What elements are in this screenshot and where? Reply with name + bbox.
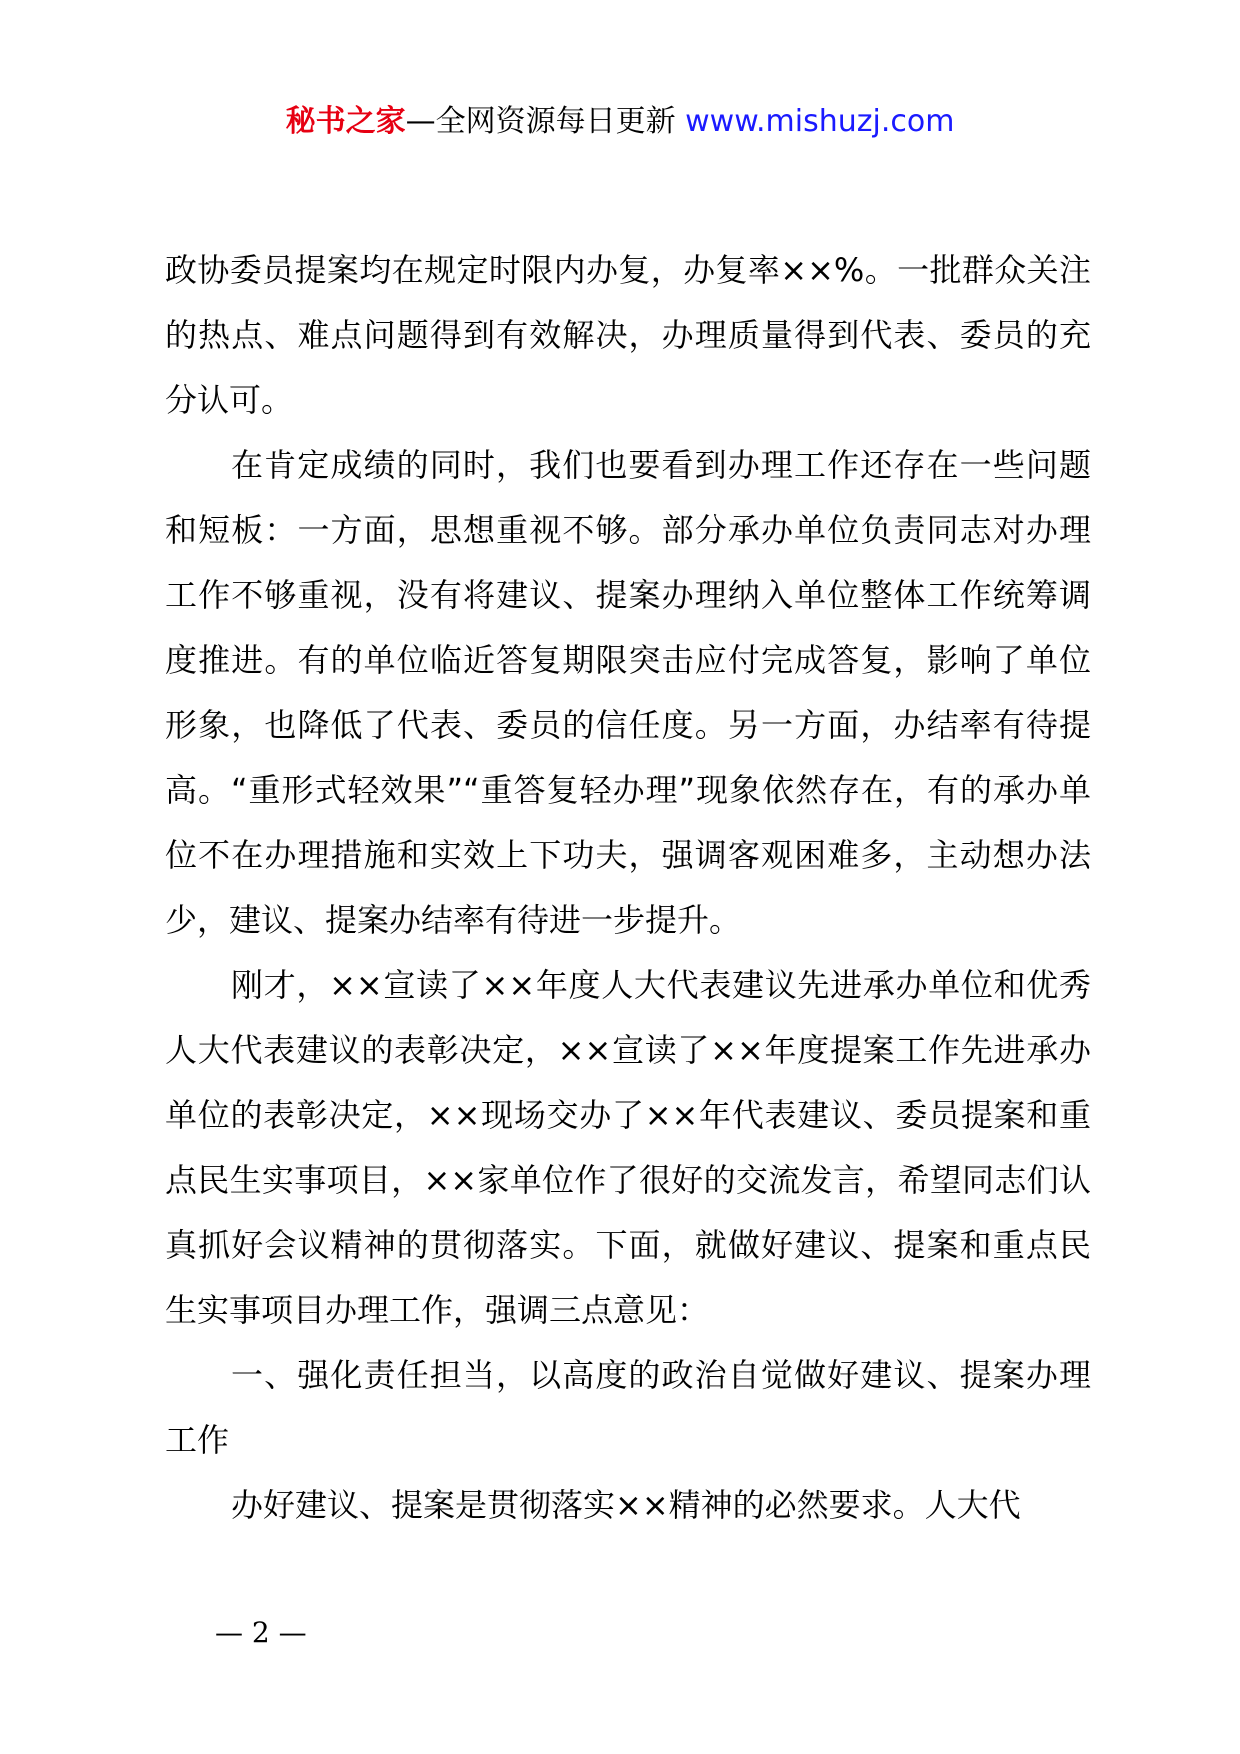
paragraph-section-one: 办好建议、提案是贯彻落实××精神的必然要求。人大代: [231, 1486, 1021, 1524]
header-url[interactable]: www.mishuzj.com: [685, 104, 955, 139]
paragraph-problems: 在肯定成绩的同时，我们也要看到办理工作还存在一些问题和短板：一方面，思想重视不够。部分承办单位负责同志对办理工作不够重视，没有将建议、提案办理纳入单位整体工作统筹调度推进。有的单位临近答复期限突击应付完成答复，影响了单位形象，也降低了代表、委员的信任度。另一方面，办结率有待提高。“重形式轻效果”“重答复轻办理”现象依然存在，有的承办单位不在办理措施和实效上下功夫，强调客观困难多，主动想办法少，建议、提案办结率有待进一步提升。: [165, 446, 1091, 939]
paragraph-meeting-summary: 刚才，××宣读了××年度人大代表建议先进承办单位和优秀人大代表建议的表彰决定，××宣读了××年度提案工作先进承办单位的表彰决定，××现场交办了××年代表建议、委员提案和重点民生实事项目，××家单位作了很好的交流发言，希望同志们认真抓好会议精神的贯彻落实。下面，就做好建议、提案和重点民生实事项目办理工作，强调三点意见：: [165, 966, 1091, 1329]
document-body: [165, 238, 1091, 1538]
page-number: — 2 —: [215, 1616, 307, 1649]
paragraph-continuation: 政协委员提案均在规定时限内办复，办复率××%。一批群众关注的热点、难点问题得到有效解决，办理质量得到代表、委员的充分认可。: [165, 251, 1091, 419]
header-slogan: —全网资源每日更新: [405, 104, 676, 139]
section-heading-one: 一、强化责任担当，以高度的政治自觉做好建议、提案办理工作: [165, 1356, 1091, 1459]
brand-name: 秘书之家: [285, 104, 406, 139]
site-watermark-header: [0, 100, 1240, 144]
